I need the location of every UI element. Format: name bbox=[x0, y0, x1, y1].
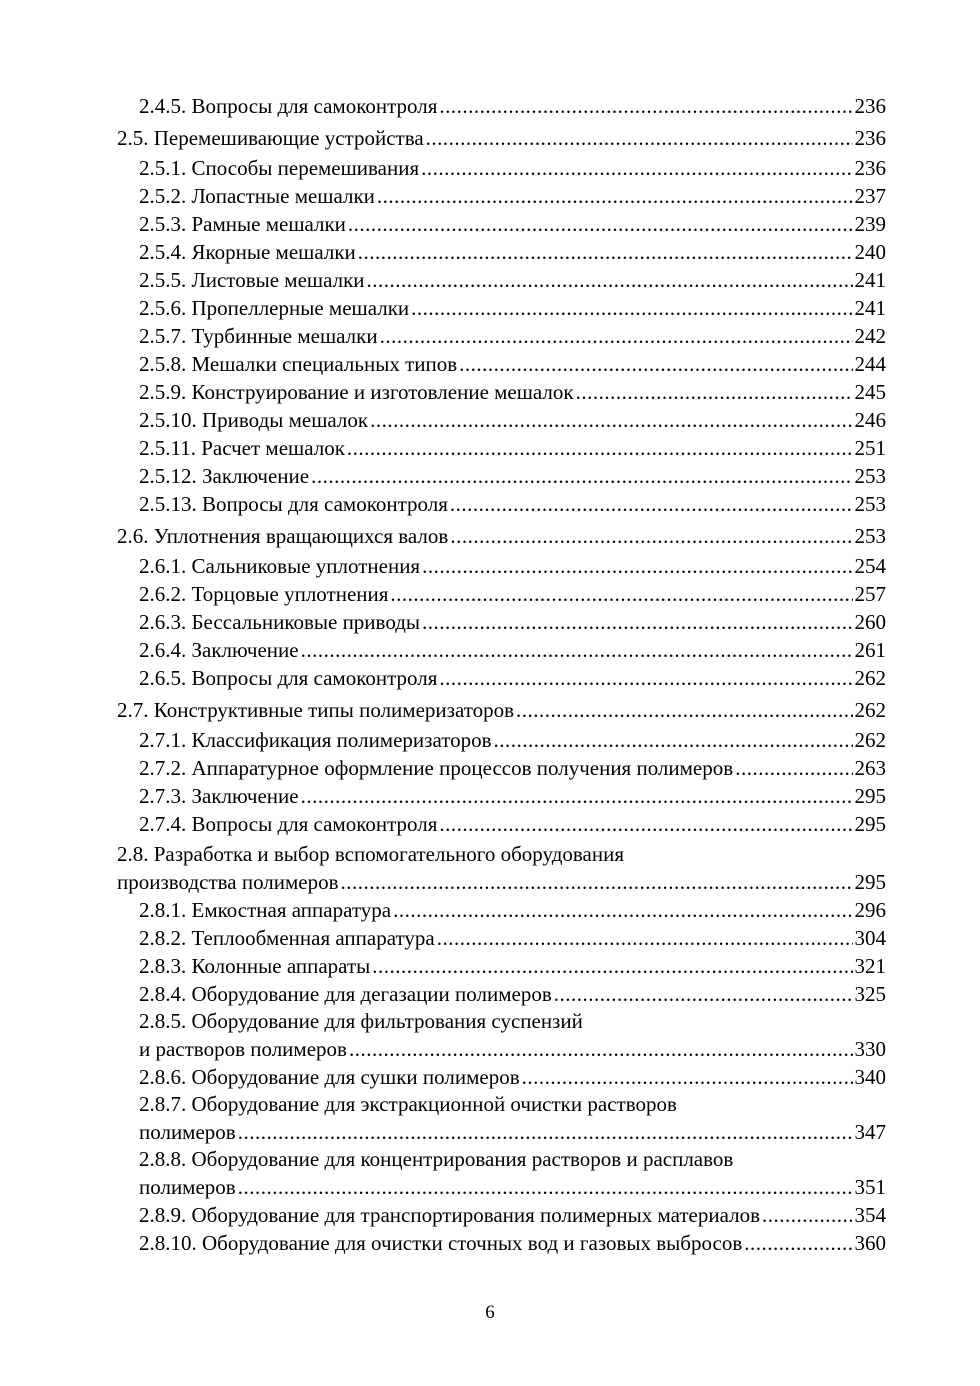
toc-page-number: 347 bbox=[854, 1120, 886, 1144]
toc-page-number: 351 bbox=[854, 1175, 886, 1199]
toc-entry-title: полимеров bbox=[139, 1175, 236, 1199]
toc-entry[interactable] bbox=[117, 810, 886, 838]
toc-entry-title: 2.7. Конструктивные типы полимеризаторов bbox=[117, 698, 515, 722]
toc-entry[interactable] bbox=[117, 1229, 886, 1257]
toc-entry-title: 2.4.5. Вопросы для самоконтроля bbox=[139, 94, 438, 118]
toc-entry[interactable] bbox=[117, 1173, 886, 1201]
page-number: 6 bbox=[485, 1302, 495, 1323]
toc-entry[interactable] bbox=[117, 521, 886, 552]
toc-page-number: 236 bbox=[854, 126, 886, 150]
dot-leader bbox=[421, 154, 852, 182]
toc-entry[interactable] bbox=[117, 580, 886, 608]
toc-page-number: 261 bbox=[854, 638, 886, 662]
dot-leader bbox=[762, 1201, 853, 1229]
toc-page-number: 245 bbox=[854, 380, 886, 404]
toc-entry-title: 2.5.9. Конструирование и изготовление мешалок bbox=[139, 380, 574, 404]
toc-entry[interactable] bbox=[117, 726, 886, 754]
toc-page-number: 330 bbox=[854, 1037, 886, 1061]
toc-entry-title: и растворов полимеров bbox=[139, 1037, 347, 1061]
dot-leader bbox=[358, 238, 853, 266]
toc-entry-title-line: 2.8.7. Оборудование для экстракционной очистки растворов bbox=[139, 1092, 677, 1116]
dot-leader bbox=[370, 406, 852, 434]
toc-page-number: 295 bbox=[854, 812, 886, 836]
dot-leader bbox=[439, 810, 852, 838]
dot-leader bbox=[516, 695, 852, 726]
dot-leader bbox=[411, 294, 852, 322]
toc-page-number: 262 bbox=[854, 698, 886, 722]
toc-page-number: 253 bbox=[854, 492, 886, 516]
dot-leader bbox=[311, 462, 852, 490]
toc-entry-title-line: 2.8. Разработка и выбор вспомогательного оборудования bbox=[117, 842, 624, 866]
toc-entry-title: 2.6. Уплотнения вращающихся валов bbox=[117, 524, 449, 548]
toc-entry[interactable] bbox=[117, 123, 886, 154]
toc-entry[interactable] bbox=[117, 92, 886, 120]
toc-entry[interactable] bbox=[117, 896, 886, 924]
toc-entry[interactable] bbox=[117, 294, 886, 322]
toc-entry-title: производства полимеров bbox=[117, 870, 339, 894]
dot-leader bbox=[494, 726, 853, 754]
dot-leader bbox=[341, 868, 853, 896]
toc-entry[interactable] bbox=[117, 406, 886, 434]
dot-leader bbox=[522, 1063, 853, 1091]
dot-leader bbox=[554, 980, 853, 1008]
toc-entry-title: полимеров bbox=[139, 1120, 236, 1144]
toc-entry[interactable] bbox=[117, 266, 886, 294]
dot-leader bbox=[422, 608, 852, 636]
toc-entry[interactable] bbox=[117, 322, 886, 350]
toc-entry[interactable] bbox=[117, 154, 886, 182]
toc-entry[interactable] bbox=[117, 868, 886, 896]
toc-entry-title: 2.6.2. Торцовые уплотнения bbox=[139, 582, 389, 606]
toc-page-number: 325 bbox=[854, 982, 886, 1006]
toc-entry[interactable] bbox=[117, 378, 886, 406]
toc-entry[interactable] bbox=[117, 980, 886, 1008]
toc-entry-title-line: 2.8.8. Оборудование для концентрирования растворов и расплавов bbox=[139, 1147, 734, 1171]
toc-entry[interactable] bbox=[117, 210, 886, 238]
toc-entry[interactable] bbox=[117, 1035, 886, 1063]
toc-entry-title: 2.8.6. Оборудование для сушки полимеров bbox=[139, 1065, 520, 1089]
dot-leader bbox=[347, 434, 853, 462]
toc-entry-title: 2.5.1. Способы перемешивания bbox=[139, 156, 420, 180]
toc-page-number: 246 bbox=[854, 408, 886, 432]
toc-page-number: 354 bbox=[854, 1203, 886, 1227]
dot-leader bbox=[238, 1118, 853, 1146]
dot-leader bbox=[301, 782, 853, 810]
table-of-contents bbox=[117, 92, 886, 1257]
toc-page-number: 253 bbox=[854, 524, 886, 548]
toc-entry-title: 2.7.1. Классификация полимеризаторов bbox=[139, 728, 492, 752]
toc-entry-title: 2.8.10. Оборудование для очистки сточных вод и газовых выбросов bbox=[139, 1231, 743, 1255]
toc-entry-title: 2.5.2. Лопастные мешалки bbox=[139, 184, 375, 208]
toc-entry-title: 2.7.2. Аппаратурное оформление процессов получения полимеров bbox=[139, 756, 734, 780]
toc-page-number: 260 bbox=[854, 610, 886, 634]
toc-entry[interactable] bbox=[117, 1118, 886, 1146]
toc-entry-title: 2.8.9. Оборудование для транспортирования полимерных материалов bbox=[139, 1203, 760, 1227]
toc-entry-title: 2.5.3. Рамные мешалки bbox=[139, 212, 346, 236]
toc-entry-title: 2.7.3. Заключение bbox=[139, 784, 299, 808]
toc-page-number: 262 bbox=[854, 666, 886, 690]
dot-leader bbox=[238, 1173, 853, 1201]
toc-entry[interactable] bbox=[117, 490, 886, 518]
toc-entry-title: 2.5.12. Заключение bbox=[139, 464, 310, 488]
toc-entry[interactable] bbox=[117, 1063, 886, 1091]
toc-entry-title: 2.6.1. Сальниковые уплотнения bbox=[139, 554, 421, 578]
toc-page-number: 360 bbox=[854, 1231, 886, 1255]
dot-leader bbox=[426, 123, 853, 154]
toc-entry-title: 2.5.6. Пропеллерные мешалки bbox=[139, 296, 410, 320]
dot-leader bbox=[439, 92, 852, 120]
toc-entry-title: 2.5.5. Листовые мешалки bbox=[139, 268, 365, 292]
dot-leader bbox=[380, 322, 853, 350]
toc-entry-title: 2.5.4. Якорные мешалки bbox=[139, 240, 356, 264]
dot-leader bbox=[459, 350, 852, 378]
toc-page-number: 239 bbox=[854, 212, 886, 236]
dot-leader bbox=[450, 490, 853, 518]
toc-page-number: 295 bbox=[854, 870, 886, 894]
toc-page-number: 254 bbox=[854, 554, 886, 578]
toc-page-number: 321 bbox=[854, 954, 886, 978]
toc-entry-title: 2.5.8. Мешалки специальных типов bbox=[139, 352, 458, 376]
toc-entry[interactable] bbox=[117, 552, 886, 580]
dot-leader bbox=[348, 210, 853, 238]
dot-leader bbox=[349, 1035, 853, 1063]
toc-page-number: 295 bbox=[854, 784, 886, 808]
toc-entry[interactable] bbox=[117, 695, 886, 726]
toc-entry-title: 2.8.4. Оборудование для дегазации полимеров bbox=[139, 982, 552, 1006]
toc-page-number: 237 bbox=[854, 184, 886, 208]
toc-page-number: 262 bbox=[854, 728, 886, 752]
toc-entry-title: 2.6.3. Бессальниковые приводы bbox=[139, 610, 421, 634]
toc-entry[interactable] bbox=[117, 238, 886, 266]
toc-entry-title: 2.5.7. Турбинные мешалки bbox=[139, 324, 378, 348]
toc-entry[interactable] bbox=[117, 434, 886, 462]
toc-page-number: 296 bbox=[854, 898, 886, 922]
dot-leader bbox=[377, 182, 853, 210]
toc-page-number: 236 bbox=[854, 94, 886, 118]
toc-entry[interactable] bbox=[117, 924, 886, 952]
dot-leader bbox=[744, 1229, 852, 1257]
dot-leader bbox=[735, 754, 852, 782]
toc-entry[interactable] bbox=[117, 462, 886, 490]
toc-entry-title: 2.6.4. Заключение bbox=[139, 638, 299, 662]
toc-entry[interactable] bbox=[117, 636, 886, 664]
toc-entry[interactable] bbox=[117, 754, 886, 782]
toc-entry[interactable] bbox=[117, 664, 886, 692]
toc-page-number: 240 bbox=[854, 240, 886, 264]
toc-page-number: 251 bbox=[854, 436, 886, 460]
toc-page-number: 263 bbox=[854, 756, 886, 780]
dot-leader bbox=[390, 580, 852, 608]
toc-entry-title: 2.6.5. Вопросы для самоконтроля bbox=[139, 666, 438, 690]
dot-leader bbox=[576, 378, 853, 406]
toc-page-number: 241 bbox=[854, 268, 886, 292]
toc-page-number: 253 bbox=[854, 464, 886, 488]
toc-entry-title: 2.8.2. Теплообменная аппаратура bbox=[139, 926, 435, 950]
toc-entry-title: 2.7.4. Вопросы для самоконтроля bbox=[139, 812, 438, 836]
toc-entry-title: 2.8.1. Емкостная аппаратура bbox=[139, 898, 392, 922]
toc-entry[interactable] bbox=[117, 952, 886, 980]
toc-page-number: 244 bbox=[854, 352, 886, 376]
toc-entry-title: 2.5.13. Вопросы для самоконтроля bbox=[139, 492, 448, 516]
toc-entry[interactable] bbox=[117, 1201, 886, 1229]
dot-leader bbox=[422, 552, 852, 580]
toc-page-number: 236 bbox=[854, 156, 886, 180]
toc-entry[interactable] bbox=[117, 350, 886, 378]
toc-page-number: 241 bbox=[854, 296, 886, 320]
dot-leader bbox=[301, 636, 853, 664]
toc-entry[interactable] bbox=[117, 782, 886, 810]
toc-entry-title: 2.5. Перемешивающие устройства bbox=[117, 126, 424, 150]
toc-entry[interactable] bbox=[117, 608, 886, 636]
dot-leader bbox=[437, 924, 853, 952]
toc-page-number: 340 bbox=[854, 1065, 886, 1089]
toc-page-number: 242 bbox=[854, 324, 886, 348]
toc-page-number: 257 bbox=[854, 582, 886, 606]
dot-leader bbox=[450, 521, 852, 552]
toc-page-number: 304 bbox=[854, 926, 886, 950]
toc-entry-title: 2.5.10. Приводы мешалок bbox=[139, 408, 369, 432]
dot-leader bbox=[367, 266, 853, 294]
toc-entry-title: 2.8.3. Колонные аппараты bbox=[139, 954, 371, 978]
dot-leader bbox=[439, 664, 852, 692]
toc-entry-title-line: 2.8.5. Оборудование для фильтрования суспензий bbox=[139, 1009, 583, 1033]
dot-leader bbox=[372, 952, 852, 980]
toc-entry-title: 2.5.11. Расчет мешалок bbox=[139, 436, 345, 460]
toc-entry[interactable] bbox=[117, 182, 886, 210]
dot-leader bbox=[393, 896, 852, 924]
